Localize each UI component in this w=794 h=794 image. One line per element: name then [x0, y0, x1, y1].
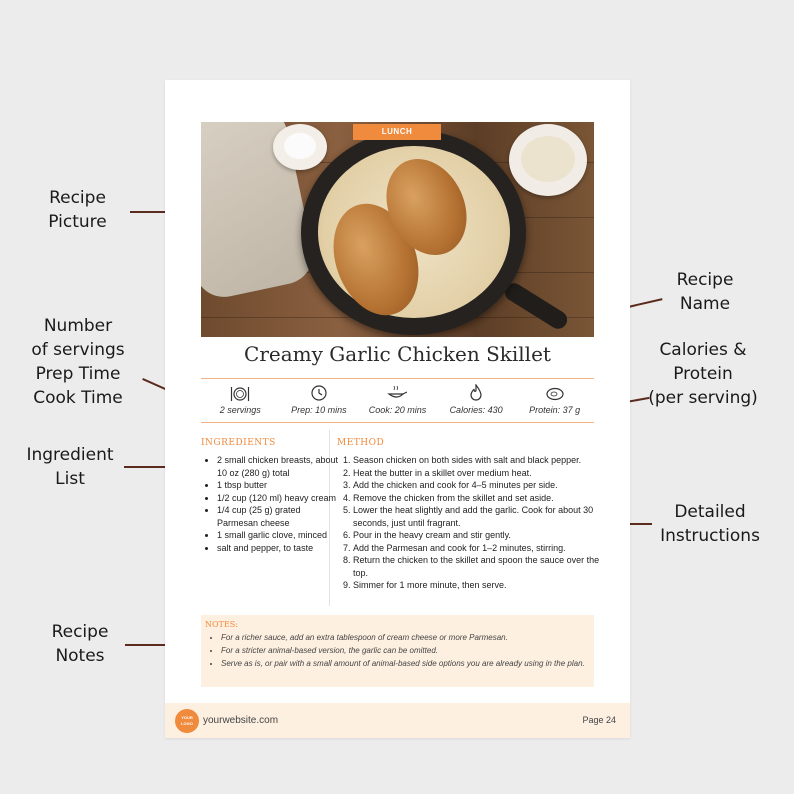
callout-servings-times: Number of servings Prep Time Cook Time	[31, 316, 125, 408]
ingredients-heading: INGREDIENTS	[201, 438, 276, 448]
stat-prep-time: Prep: 10 mins	[280, 384, 358, 422]
stat-servings: 2 servings	[201, 384, 279, 422]
callout-ingredient-list: Ingredient List	[26, 445, 114, 489]
list-item: • 1 tbsp butter	[217, 479, 341, 492]
list-item: • 1 small garlic clove, minced	[217, 529, 341, 542]
list-item: 4. Remove the chicken from the skillet and set aside.	[353, 492, 605, 505]
list-item: 7. Add the Parmesan and cook for 1–2 minutes, stirring.	[353, 542, 605, 555]
list-item: 5. Lower the heat slightly and add the garlic. Cook for about 30 seconds, just until fragrant.	[353, 504, 605, 529]
divider	[201, 422, 594, 423]
recipe-title: Creamy Garlic Chicken Skillet	[244, 342, 551, 366]
page-number: Page 24	[582, 715, 616, 725]
list-item: • salt and pepper, to taste	[217, 542, 341, 555]
callout-calories-protein: Calories & Protein (per serving)	[648, 340, 758, 408]
divider	[201, 378, 594, 379]
ingredient-list	[205, 454, 341, 554]
pan-icon	[387, 384, 407, 402]
recipe-stats	[201, 384, 594, 422]
clock-icon	[309, 384, 329, 402]
list-item: • For a stricter animal-based version, the garlic can be omitted.	[221, 644, 599, 657]
method-heading: METHOD	[337, 438, 385, 448]
salt-bowl	[273, 124, 327, 170]
list-item: 1. Season chicken on both sides with salt and black pepper.	[353, 454, 605, 467]
cheese-bowl	[509, 124, 587, 196]
category-badge: LUNCH	[353, 124, 441, 140]
stat-cook-time: Cook: 20 mins	[358, 384, 436, 422]
list-item: • 1/2 cup (120 ml) heavy cream	[217, 492, 341, 505]
list-item: • 2 small chicken breasts, about 10 oz (280 g) total	[217, 454, 341, 479]
page-footer	[165, 703, 630, 738]
recipe-picture	[201, 122, 594, 337]
callout-detailed-instructions: Detailed Instructions	[660, 502, 760, 546]
flame-icon	[466, 384, 486, 402]
meat-icon	[545, 384, 565, 402]
logo: YOUR LOGO	[175, 709, 199, 733]
list-item: 2. Heat the butter in a skillet over medium heat.	[353, 467, 605, 480]
callout-recipe-picture: Recipe Picture	[48, 188, 107, 232]
skillet-handle	[502, 280, 571, 332]
website-link[interactable]: yourwebsite.com	[203, 715, 279, 726]
list-item: 3. Add the chicken and cook for 4–5 minutes per side.	[353, 479, 605, 492]
recipe-notes	[201, 615, 594, 687]
plate-cutlery-icon	[230, 384, 250, 402]
list-item: • For a richer sauce, add an extra tablespoon of cream cheese or more Parmesan.	[221, 631, 599, 644]
list-item: 6. Pour in the heavy cream and stir gently.	[353, 529, 605, 542]
stat-calories: Calories: 430	[437, 384, 515, 422]
recipe-page	[165, 80, 630, 738]
callout-recipe-notes: Recipe Notes	[51, 622, 109, 666]
list-item: • 1/4 cup (25 g) grated Parmesan cheese	[217, 504, 341, 529]
list-item: • Serve as is, or pair with a small amount of animal-based side options you are already using in the plan.	[221, 657, 599, 670]
method-list	[341, 454, 605, 592]
list-item: 8. Return the chicken to the skillet and spoon the sauce over the top.	[353, 554, 605, 579]
stat-protein: Protein: 37 g	[516, 384, 594, 422]
notes-heading: NOTES:	[205, 620, 238, 629]
callout-recipe-name: Recipe Name	[676, 270, 734, 314]
list-item: 9. Simmer for 1 more minute, then serve.	[353, 579, 605, 592]
